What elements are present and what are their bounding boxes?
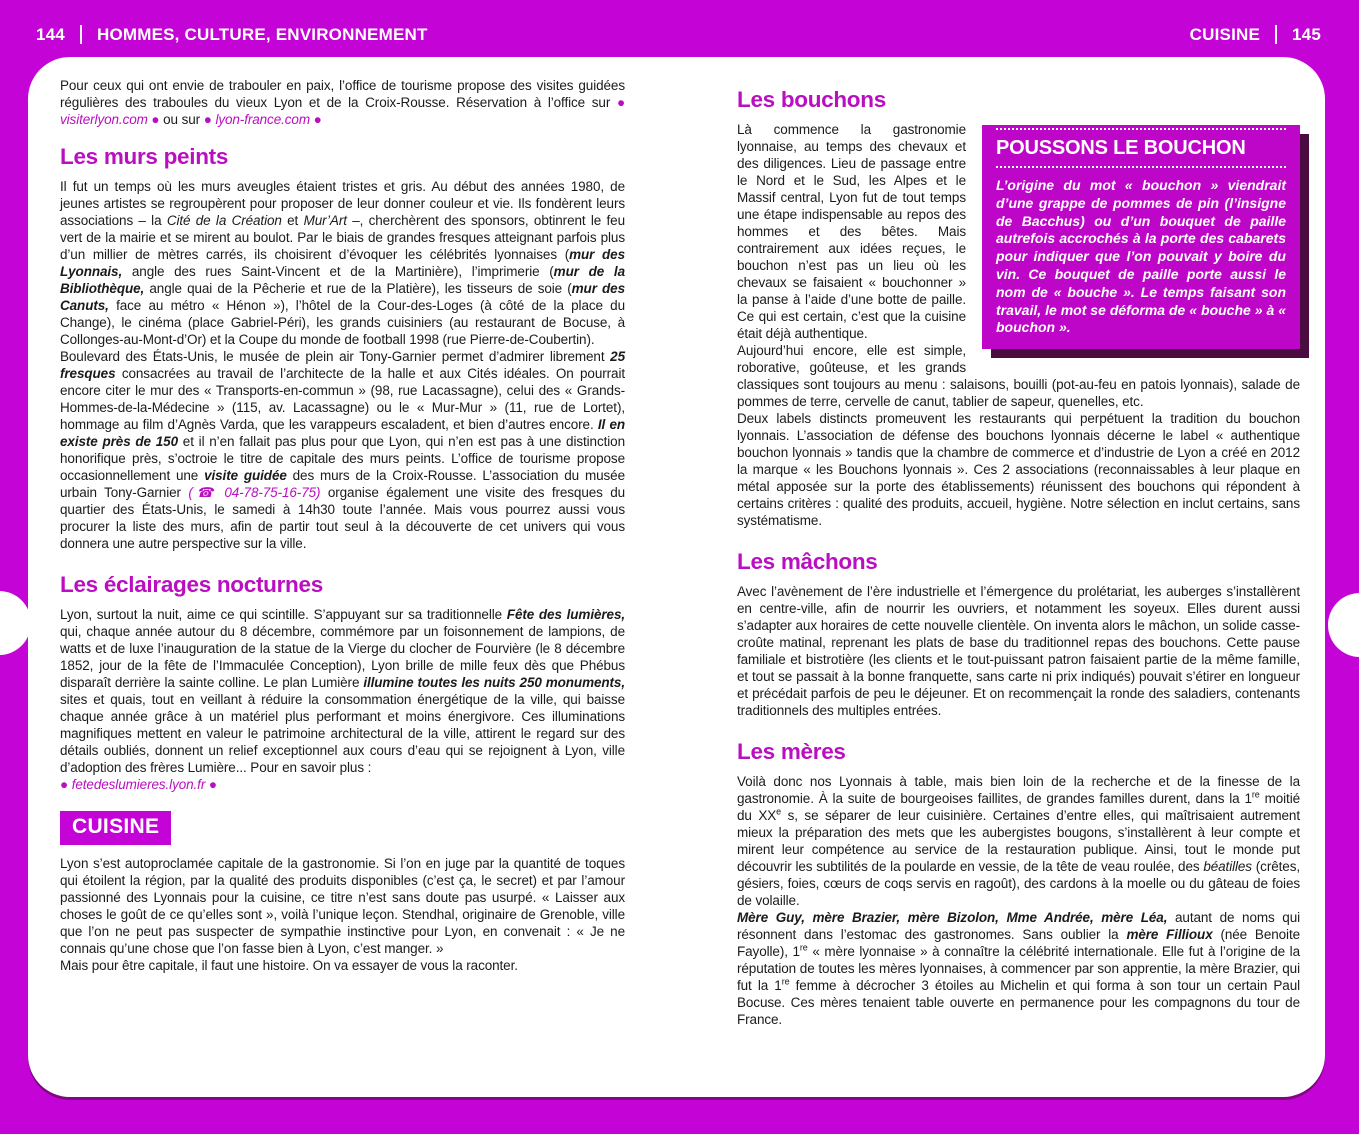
cuisine-chapter-banner: CUISINE xyxy=(60,811,171,845)
header-right xyxy=(1190,25,1321,45)
link-visiterlyon.com[interactable]: visiterlyon.com xyxy=(60,112,148,127)
section-heading-bouchons: Les bouchons xyxy=(737,87,886,112)
section-heading-murs-peints: Les murs peints xyxy=(60,144,229,169)
callout-body: L’origine du mot « bouchon » viendrait d’une grappe de pommes de pin (l’insigne de Bacchus) ou d’un bouquet de paille autrefois accrochés à la porte des cabarets pour indiquer que l’on pouvait y boire du vin. Ce bouquet de paille porte aussi le nom de « bouche ». Le temps faisant son travail, le mot se déforma de « bouche » à « bouchon ». xyxy=(996,177,1286,336)
paragraph: Lyon s’est autoproclamée capitale de la gastronomie. Si l’on en juge par la quantité de toques qui étoilent la région, par la qualité des produits disponibles (c’est ça, le secret) et par l’amour passionné des Lyonnais pour la cuisine, ce titre n’est sans doute pas usurpé. « Laisser aux choses le goût de ce qu’elles sont », voilà l’unique leçon. Stendhal, originaire de Grenoble, ville que l’on ne peut pas suspecter de sympathie instinctive pour Lyon, en convenait : « Je ne connais qu’une chose que l’on fasse bien à Lyon, c’est manger. » xyxy=(60,856,625,956)
callout-title: POUSSONS LE BOUCHON xyxy=(996,128,1286,168)
section-heading-meres: Les mères xyxy=(737,739,846,764)
link-fetedeslumieres.lyon.fr[interactable]: fetedeslumieres.lyon.fr xyxy=(71,777,206,792)
header-divider-icon xyxy=(80,25,82,44)
paragraph: Aujourd’hui encore, elle est simple, roborative, goûteuse, et les grands classiques sont toujours au menu : salaisons, bouilli (pot-au-feu en patois lyonnais), salade de pommes de terre, cervelle de canut, tablier de sapeur, quenelles, etc. xyxy=(737,343,1300,409)
paragraph: Boulevard des États-Unis, le musée de plein air Tony-Garnier permet d’admirer librement 25 fresques consacrées au travail de l’architecte de la halle et aux Cités idéales. On pourrait encore citer le mur des « Transports-en-commun » (98, rue Lacassagne), celui des « Grands-Hommes-de-la-Médecine » (115, av. Lacassagne) ou le « Mur-Mur » (11, rue de Lortet), hommage au film d’Agnès Varda, que les varappeurs escaladent, et bien d’autres encore. Il en existe près de 150 et il n’en fallait pas plus pour que Lyon, qui n’en est pas à une distinction honorifique près, s’octroie le titre de capitale des murs peints. L’office de tourisme propose occasionnellement une visite guidée des murs de la Croix-Rousse. L’association du musée urbain Tony-Garnier (☎ 04-78-75-16-75) organise également une visite des fresques du quartier des États-Unis, le samedi à 14h30 toute l’année. Mais vous pourrez aussi vous procurer la liste des murs, afin de partir tout seul à la découverte de cet univers qui vous donnera une autre perspective sur la ville. xyxy=(60,349,626,551)
paragraph: Il fut un temps où les murs aveugles étaient tristes et gris. Au début des années 1980, de jeunes artistes se regroupèrent pour proposer de leur donner couleur et vie. Ils fondèrent leurs associations – la Cité de la Création et Mur’Art –, cherchèrent des sponsors, obtinrent le feu vert de la mairie et se mirent au boulot. Par le biais de grandes fresques atteignant parfois plus d’un millier de mètres carrés, ils choisirent d’évoquer les célébrités lyonnaises (mur des Lyonnais, angle des rues Saint-Vincent et de la Martinière), l’imprimerie (mur de la Bibliothèque, angle quai de la Pêcherie et rue de la Platière), les tisseurs de soie (mur des Canuts, face au métro « Hénon »), l’hôtel de la Cour-des-Loges (à côté de la place du Change), le cinéma (place Gabriel-Péri), les grands cuisiniers (au restaurant de Bocuse, à Collonges-au-Mont-d’Or) et la Coupe du monde de football 1998 (rue Pierre-de-Coubertin). xyxy=(60,179,625,347)
paragraph: Deux labels distincts promeuvent les restaurants qui perpétuent la tradition du bouchon lyonnais. L’association de défense des bouchons lyonnais décerne le label « authentique bouchon lyonnais » tandis que la chambre de commerce et d’industrie de Lyon a créé en 2012 la marque « les Bouchons lyonnais ». Ces 2 associations (reconnaissables à leur plaque en métal apposée sur la porte des établissements) réunissent des bouchons qui répondent à certains critères : qualité des produits, accueil, hygiène. Notre sélection en inclut certains, sans systématisme. xyxy=(737,411,1300,528)
section-heading-machons: Les mâchons xyxy=(737,549,878,574)
paragraph: Mère Guy, mère Brazier, mère Bizolon, Mme Andrée, mère Léa, autant de noms qui résonnent dans l’estomac des gastronomes. Sans oublier la mère Fillioux (née Benoite Fayolle), 1re « mère lyonnaise » à connaître la célébrité internationale. Elle fut à l’origine de la réputation de toutes les mères lyonnaises, à commencer par son apprentie, la mère Brazier, qui fut la 1re femme à décrocher 3 étoiles au Michelin et qui forma à son tour un certain Paul Bocuse. Ces mères tenaient table ouverte en permanence pour les compagnons du tour de France. xyxy=(737,910,1301,1027)
left-page-column xyxy=(60,71,625,1097)
callout-box-poussons-le-bouchon xyxy=(982,125,1300,349)
paragraph: ● fetedeslumieres.lyon.fr ● xyxy=(60,777,217,792)
content-panel xyxy=(28,57,1325,1097)
link-lyon-france.com[interactable]: lyon-france.com xyxy=(215,112,310,127)
chapter-title-left: HOMMES, CULTURE, ENVIRONNEMENT xyxy=(96,24,428,44)
paragraph: Avec l’avènement de l’ère industrielle et l’émergence du prolétariat, les auberges s’installèrent en centre-ville, afin de nourrir les ouvriers, et notamment les soyeux. Elles durent aussi s’adapter aux horaires de cette nouvelle clientèle. On inventa alors le mâchon, un solide casse-croûte matinal, reprenant les plats de base du traditionnel repas des bouchons. Cette pause familiale et bistrotière (les clients et le tout-puissant patron faisaient partie de la même famille, et tout se passait à la bonne franquette, sans carte ni prix indiqués) pouvait s’étirer en longueur et précédait parfois de peu le déjeuner. Et on recommençait la ronde des saladiers, contenants traditionnels des multiples entrées. xyxy=(737,584,1300,718)
paragraph: Mais pour être capitale, il faut une histoire. On va essayer de vous la raconter. xyxy=(60,958,518,973)
paragraph: Lyon, surtout la nuit, aime ce qui scintille. S’appuyant sur sa traditionnelle Fête des lumières, qui, chaque année autour du 8 décembre, commémore par un foisonnement de lampions, de watts et de luxe l’inauguration de la statue de la Vierge du clocher de Fourvière (le 8 décembre 1852, jour de la fête de l’Immaculée Conception), Lyon brille de mille feux dès que Phébus disparaît derrière la sainte colline. Le plan Lumière illumine toutes les nuits 250 monuments, sites et quais, tout en veillant à réduire la consommation énergétique de la ville, qui baisse chaque année grâce à un matériel plus performant et moins énergivore. Ces illuminations magnifiques mettent en valeur le patrimoine architectural de la ville, attirent le regard sur des détails oubliés, donnent un relief exceptionnel aux cours d’eau qui se rejoignent à Lyon, ville d’adoption des frères Lumière... Pour en savoir plus : xyxy=(60,607,625,775)
right-page-column xyxy=(737,71,1300,1097)
page-thumb-notch-left xyxy=(0,591,31,655)
section-heading-eclairages-nocturnes: Les éclairages nocturnes xyxy=(60,572,323,597)
chapter-title-right: CUISINE xyxy=(1189,24,1261,44)
paragraph: Voilà donc nos Lyonnais à table, mais bien loin de la recherche et de la finesse de la gastronomie. À la suite de bourgeoises faillites, de grandes familles durent, dans la 1re moitié du XXe s, se séparer de leur cuisinière. Certaines d’entre elles, qui maîtrisaient autrement mieux la préparation des mets que les aubergistes bougons, s’installèrent à leur compte et mirent leur compétence au service de la restauration publique. Ainsi, tout le monde put découvrir les subtilités de la poularde en vessie, de la tête de veau roulée, des béatilles (crêtes, gésiers, foies, cœurs de coqs servis en ragoût), des cardons à la moelle ou du gâteau de foies de volaille. xyxy=(737,774,1301,908)
page-number-right: 145 xyxy=(1292,24,1321,44)
page-number-left: 144 xyxy=(36,24,65,44)
paragraph: Là commence la gastronomie lyonnaise, au temps des chevaux et des diligences. Lieu de passage entre le Nord et le Sud, les Alpes et le Massif central, Lyon fut de tout temps une étape indispensable au repos des hommes et des bêtes. Mais contrairement aux idées reçues, le bouchon n’est pas un lieu où les chevaux se faisaient « bouchonner » la panse à l’aide d’une botte de paille. Ce qui est certain, c’est que la cuisine était déjà authentique. xyxy=(737,122,966,341)
intro-paragraph: Pour ceux qui ont envie de trabouler en paix, l’office de tourisme propose des visites guidées régulières des traboules du vieux Lyon et de la Croix-Rousse. Réservation à l’office sur ● visiterlyon.com ● ou sur ● lyon-france.com ● xyxy=(60,78,625,127)
page-header xyxy=(0,0,1359,57)
header-divider-icon xyxy=(1275,25,1277,44)
cuisine-banner-row xyxy=(60,793,625,855)
header-left xyxy=(36,25,428,45)
bouchons-text-flow xyxy=(737,121,1300,529)
page-thumb-notch-right xyxy=(1328,593,1359,657)
link--04-78-75-16-75-[interactable]: (☎ 04-78-75-16-75) xyxy=(188,485,321,500)
